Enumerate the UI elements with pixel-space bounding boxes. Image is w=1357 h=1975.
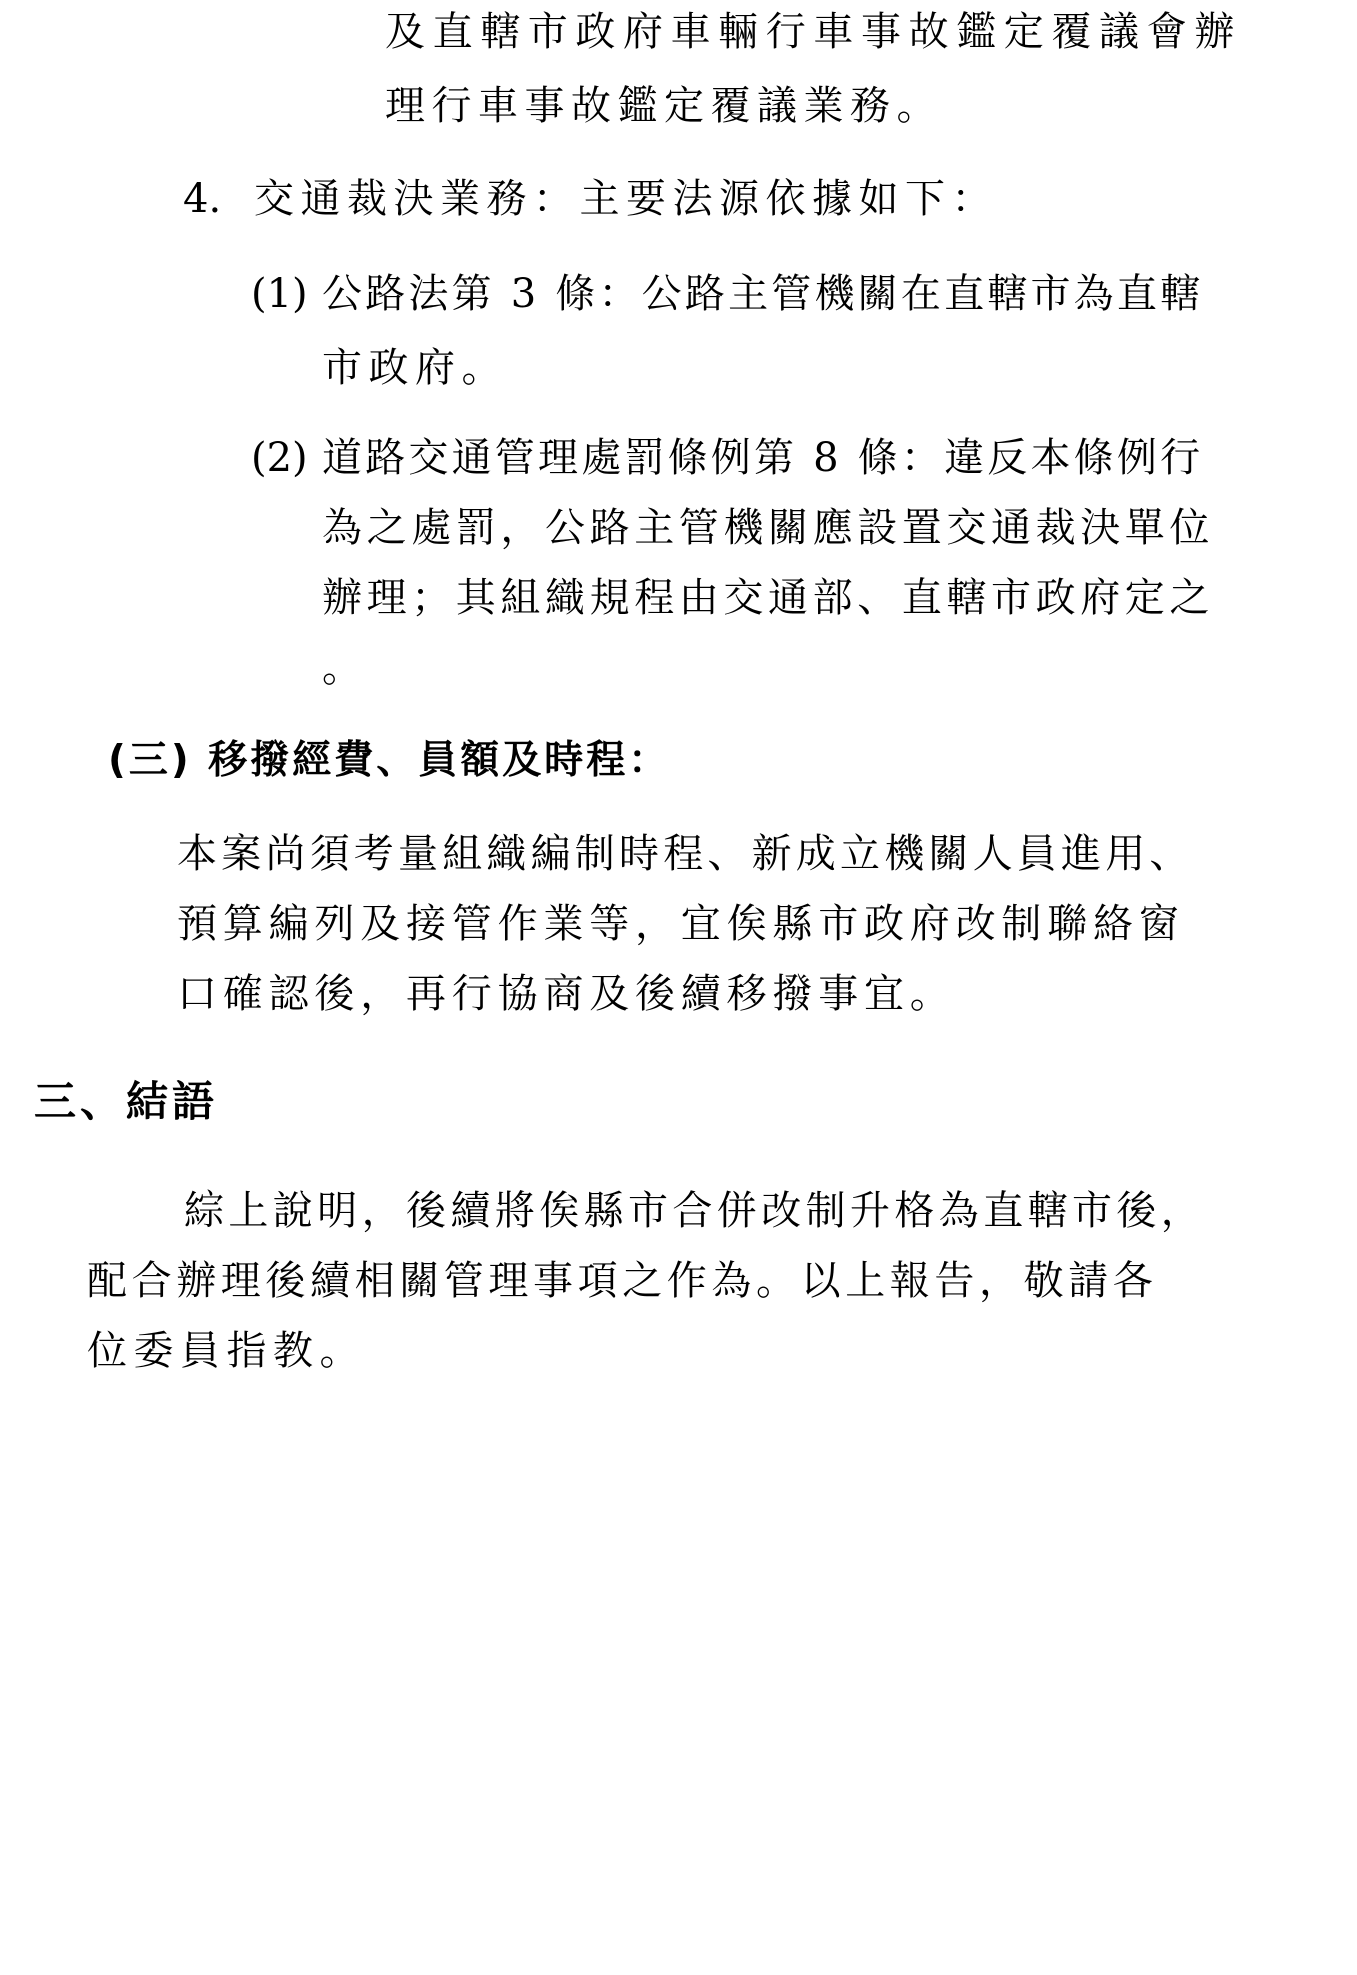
sub2-line-4: 。 [322, 645, 369, 691]
item3-continuation-line-1 [385, 6, 1292, 58]
section3-heading: (三) 移撥經費、員額及時程： [108, 738, 671, 783]
sub2-marker: (2) [251, 435, 308, 481]
conclusion-line-1: 綜上說明，後續將俟縣市合併改制升格為直轄市後， [184, 1188, 1206, 1234]
section3-line-3: 口確認後，再行協商及後續移撥事宜。 [177, 971, 956, 1017]
conclusion-heading: 三、結語 [34, 1077, 219, 1126]
sub2-line-2: 為之處罰，公路主管機關應設置交通裁決單位 [322, 505, 1214, 551]
sub1-line-2: 市政府。 [322, 345, 508, 391]
sub1-line-1: 公路法第 3 條：公路主管機關在直轄市為直轄 [322, 271, 1204, 317]
item3-continuation-line-2: 理行車事故鑑定覆議業務。 [385, 83, 943, 129]
item4-text: 交通裁決業務：主要法源依據如下： [254, 176, 998, 222]
conclusion-line-3: 位委員指教。 [87, 1328, 366, 1374]
item4-number: 4. [183, 176, 222, 222]
sub2-line-1: 道路交通管理處罰條例第 8 條：違反本條例行 [322, 435, 1204, 481]
section3-line-2: 預算編列及接管作業等，宜俟縣市政府改制聯絡窗 [177, 901, 1185, 947]
text-span: 及直轄市政府車輛行車事故鑑定覆議會辦 [385, 9, 1242, 55]
section3-line-1: 本案尚須考量組織編制時程、新成立機關人員進用、 [177, 831, 1194, 877]
sub2-line-3: 辦理；其組織規程由交通部、直轄市政府定之 [322, 575, 1214, 621]
sub1-marker: (1) [251, 271, 308, 317]
conclusion-line-2: 配合辦理後續相關管理事項之作為。以上報告，敬請各 [87, 1258, 1158, 1304]
